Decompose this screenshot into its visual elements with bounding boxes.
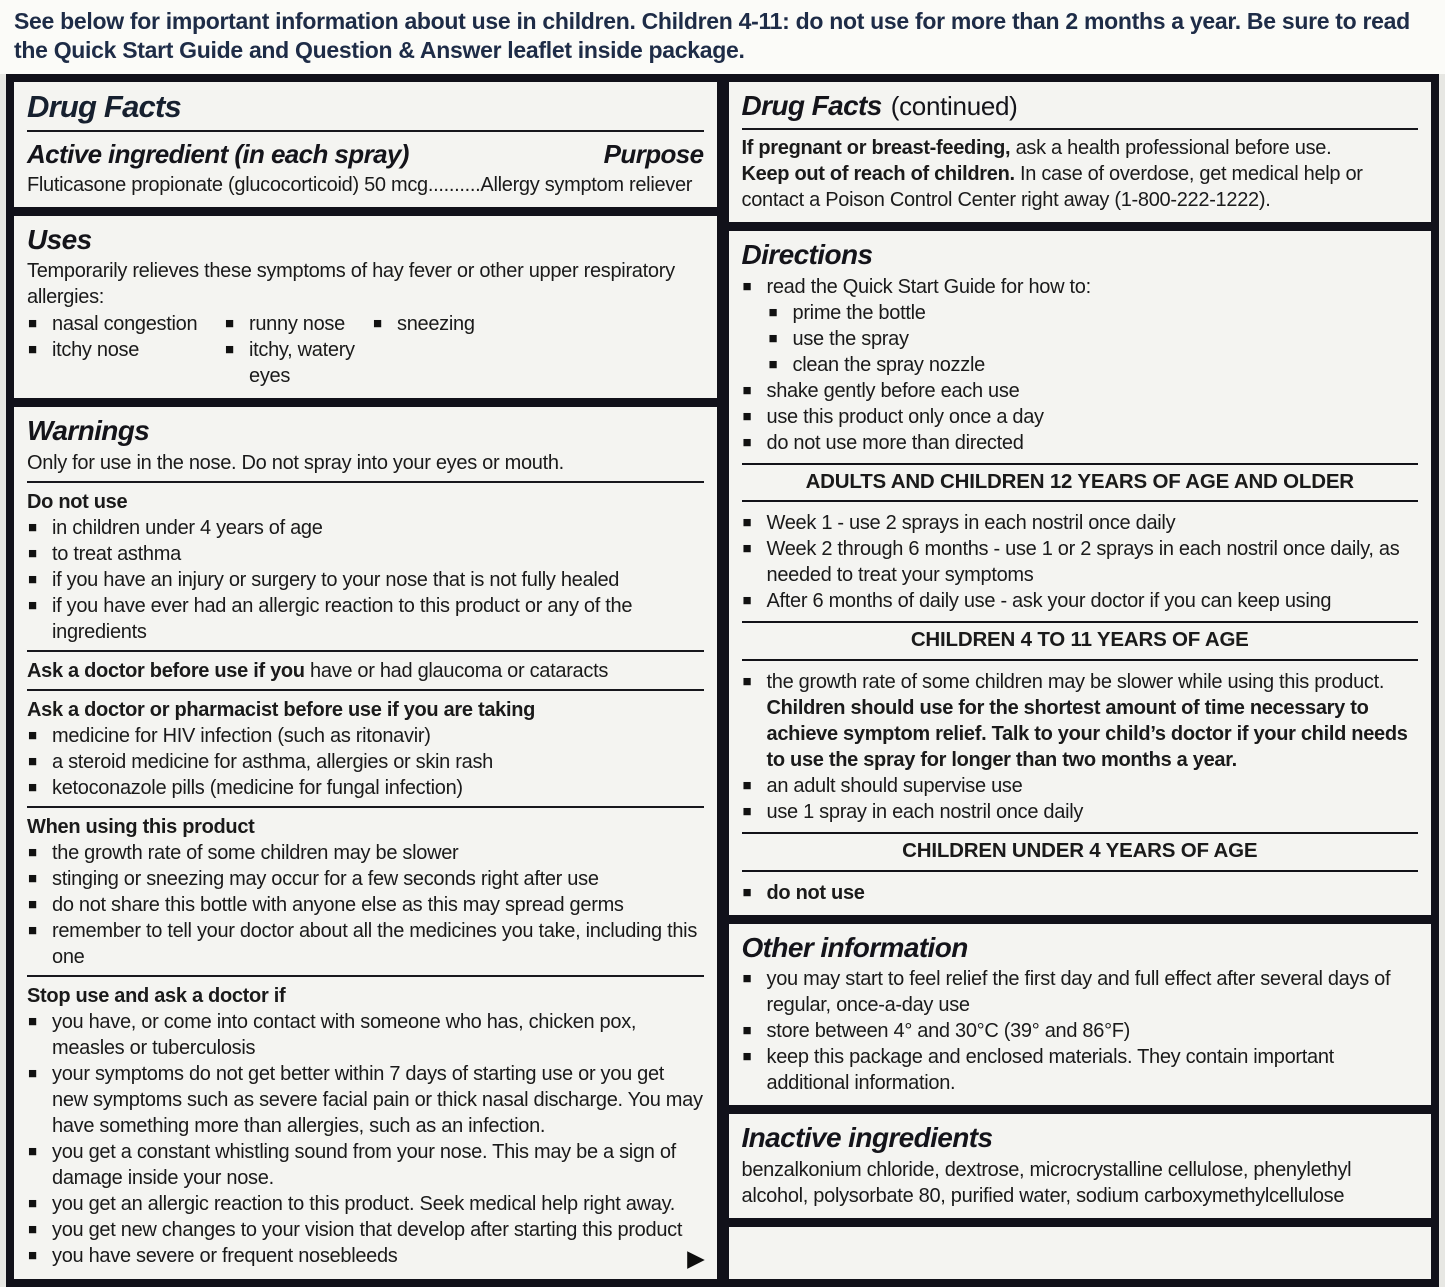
bullet-item: ■ clean the spray nozzle	[768, 352, 1419, 378]
bullet-item: ■ a steroid medicine for asthma, allergies or skin rash	[27, 749, 704, 775]
other-information-list	[742, 966, 1419, 1096]
bullet-item: ■ read the Quick Start Guide for how to:	[742, 274, 1419, 300]
bullet-item: ■ shake gently before each use	[742, 378, 1419, 404]
inactive-ingredients-text: benzalkonium chloride, dextrose, microcrystalline cellulose, phenylethyl alcohol, polysorbate 80, purified water, sodium carboxymethylcellulose	[741, 1158, 1352, 1207]
top-banner	[0, 0, 1445, 74]
bullet-item: ■ the growth rate of some children may be slower	[27, 840, 704, 866]
bullet-item: ■ do not share this bottle with anyone else as this may spread germs	[27, 892, 704, 918]
ask-pharmacist-list	[27, 723, 704, 801]
symptom-grid	[27, 311, 704, 389]
active-ingredient-line: Fluticasone propionate (glucocorticoid) 50 mcg..........Allergy symptom reliever	[27, 173, 693, 196]
pregnant-line	[742, 135, 1419, 161]
right-column	[729, 82, 1432, 1279]
symptom-item: ■ nasal congestion	[27, 311, 224, 337]
bullet-item: ■ you have severe or frequent nosebleeds	[27, 1243, 704, 1269]
panel-other-information	[729, 924, 1432, 1106]
pregnant-bold: If pregnant or breast-feeding,	[741, 137, 1011, 160]
bullet-item: ■ Week 2 through 6 months - use 1 or 2 sprays in each nostril once daily, as needed to treat your symptoms	[742, 536, 1419, 588]
growth-rate-bold: Children should use for the shortest amount of time necessary to achieve symptom relief. Talk to your child’s doctor if your child needs to use the spray for longer than two months a year.	[766, 697, 1408, 772]
active-purpose-row	[27, 138, 704, 172]
children-under-4-header: CHILDREN UNDER 4 YEARS OF AGE	[742, 832, 1419, 872]
directions-title: Directions	[741, 239, 873, 271]
divider	[27, 689, 704, 691]
do-not-use-list	[27, 515, 704, 645]
ask-pharmacist-heading: Ask a doctor or pharmacist before use if you are taking	[27, 699, 536, 722]
bullet-item: ■ ketoconazole pills (medicine for fungal infection)	[27, 775, 704, 801]
do-not-use-heading: Do not use	[27, 491, 128, 514]
bullet-item: ■ store between 4° and 30°C (39° and 86°F)	[742, 1018, 1419, 1044]
continued-title-row	[742, 89, 1419, 124]
uses-intro: Temporarily relieves these symptoms of hay fever or other upper respiratory allergies:	[27, 260, 675, 309]
when-using-list	[27, 840, 704, 970]
bullet-item: ■ your symptoms do not get better within 7 days of starting use or you get new symptoms such as severe facial pain or thick nasal discharge. You may have something more than allergies, such as an infection.	[27, 1061, 704, 1139]
bullet-item: ■ you get a constant whistling sound from your nose. This may be a sign of damage inside your nose.	[27, 1139, 704, 1191]
children-4-11-list	[742, 669, 1419, 825]
stop-use-heading: Stop use and ask a doctor if	[27, 985, 286, 1008]
directions-list-2	[742, 378, 1419, 456]
divider	[27, 975, 704, 977]
continued-suffix: (continued)	[890, 91, 1018, 122]
bullet-item: ■ if you have ever had an allergic reaction to this product or any of the ingredients	[27, 593, 704, 645]
keep-out-line	[742, 161, 1419, 213]
children-4-11-header: CHILDREN 4 TO 11 YEARS OF AGE	[742, 621, 1419, 661]
symptom-item: ■ sneezing	[372, 311, 704, 337]
bullet-item: ■ you get new changes to your vision that develop after starting this product	[27, 1217, 704, 1243]
divider	[27, 806, 704, 808]
panel-empty	[729, 1227, 1432, 1279]
bullet-item: ■ keep this package and enclosed materials. They contain important additional information.	[742, 1044, 1419, 1096]
panel-drug-facts-continued	[729, 82, 1432, 222]
bullet-item: ■ you have, or come into contact with someone who has, chicken pox, measles or tuberculosis	[27, 1009, 704, 1061]
ask-doctor-bold: Ask a doctor before use if you	[27, 660, 305, 683]
left-column	[14, 82, 717, 1279]
bullet-item: ■ do not use more than directed	[742, 430, 1419, 456]
bullet-item: ■ After 6 months of daily use - ask your doctor if you can keep using	[742, 588, 1419, 614]
bullet-item: ■ prime the bottle	[768, 300, 1419, 326]
uses-title: Uses	[27, 223, 92, 255]
warnings-intro: Only for use in the nose. Do not spray into your eyes or mouth.	[27, 452, 564, 475]
ask-doctor-rest: have or had glaucoma or cataracts	[304, 660, 609, 683]
purpose-heading: Purpose	[603, 139, 704, 170]
bullet-item: ■ an adult should supervise use	[742, 773, 1419, 799]
drug-facts-continued-title: Drug Facts	[741, 90, 882, 122]
bullet-item: ■ if you have an injury or surgery to your nose that is not fully healed	[27, 567, 704, 593]
drug-facts-title: Drug Facts	[27, 89, 181, 125]
panel-drug-facts	[14, 82, 717, 206]
pregnant-rest: ask a health professional before use.	[1010, 137, 1332, 160]
active-ingredient-heading: Active ingredient (in each spray)	[27, 139, 409, 170]
symptom-item: ■ runny nose	[224, 311, 372, 337]
bullet-item: ■ Week 1 - use 2 sprays in each nostril once daily	[742, 510, 1419, 536]
continued-arrow-icon: ▶	[687, 1244, 705, 1271]
directions-list	[742, 274, 1419, 300]
divider	[27, 481, 704, 483]
panel-inactive-ingredients	[729, 1114, 1432, 1218]
bullet-item: ■ in children under 4 years of age	[27, 515, 704, 541]
warnings-title: Warnings	[27, 415, 150, 447]
bullet-item: ■ you may start to feel relief the first day and full effect after several days of regular, once-a-day use	[742, 966, 1419, 1018]
adults-12-list	[742, 510, 1419, 614]
divider	[742, 128, 1419, 130]
growth-rate-normal: the growth rate of some children may be slower while using this product.	[766, 671, 1385, 694]
keep-out-bold: Keep out of reach of children.	[741, 163, 1015, 186]
divider	[27, 650, 704, 652]
symptom-item: ■ itchy nose	[27, 337, 224, 389]
symptom-item: ■ itchy, watery eyes	[224, 337, 372, 389]
panel-warnings	[14, 407, 717, 1278]
directions-sublist	[768, 300, 1419, 378]
drug-facts-label	[6, 74, 1439, 1287]
ask-doctor-line	[27, 658, 704, 684]
when-using-heading: When using this product	[27, 816, 255, 839]
inactive-ingredients-title: Inactive ingredients	[741, 1122, 993, 1154]
children-under-4-list	[742, 880, 1419, 906]
bullet-item: ■ use the spray	[768, 326, 1419, 352]
bullet-item	[742, 669, 1419, 773]
panel-uses	[14, 216, 717, 399]
divider	[27, 130, 704, 132]
panel-directions	[729, 231, 1432, 915]
bullet-item: ■ stinging or sneezing may occur for a few seconds right after use	[27, 866, 704, 892]
keep-out-rest: In case of overdose, get medical help or contact a Poison Control Center right away (1-800-222-1222).	[741, 163, 1363, 212]
bullet-item: ■ you get an allergic reaction to this product. Seek medical help right away.	[27, 1191, 704, 1217]
other-information-title: Other information	[741, 931, 968, 963]
banner-text: See below for important information about use in children. Children 4-11: do not use for more than 2 months a year. Be sure to read the Quick Start Guide and Question & Answer leaflet inside package.	[14, 8, 1410, 64]
bullet-item: ■ use this product only once a day	[742, 404, 1419, 430]
bullet-item: ■ medicine for HIV infection (such as ritonavir)	[27, 723, 704, 749]
stop-use-list	[27, 1009, 704, 1269]
bullet-item: ■ use 1 spray in each nostril once daily	[742, 799, 1419, 825]
bullet-item: ■ remember to tell your doctor about all the medicines you take, including this one	[27, 918, 704, 970]
bullet-item: ■ to treat asthma	[27, 541, 704, 567]
adults-12-header: ADULTS AND CHILDREN 12 YEARS OF AGE AND OLDER	[742, 463, 1419, 503]
bullet-item: ■ do not use	[742, 880, 1419, 906]
